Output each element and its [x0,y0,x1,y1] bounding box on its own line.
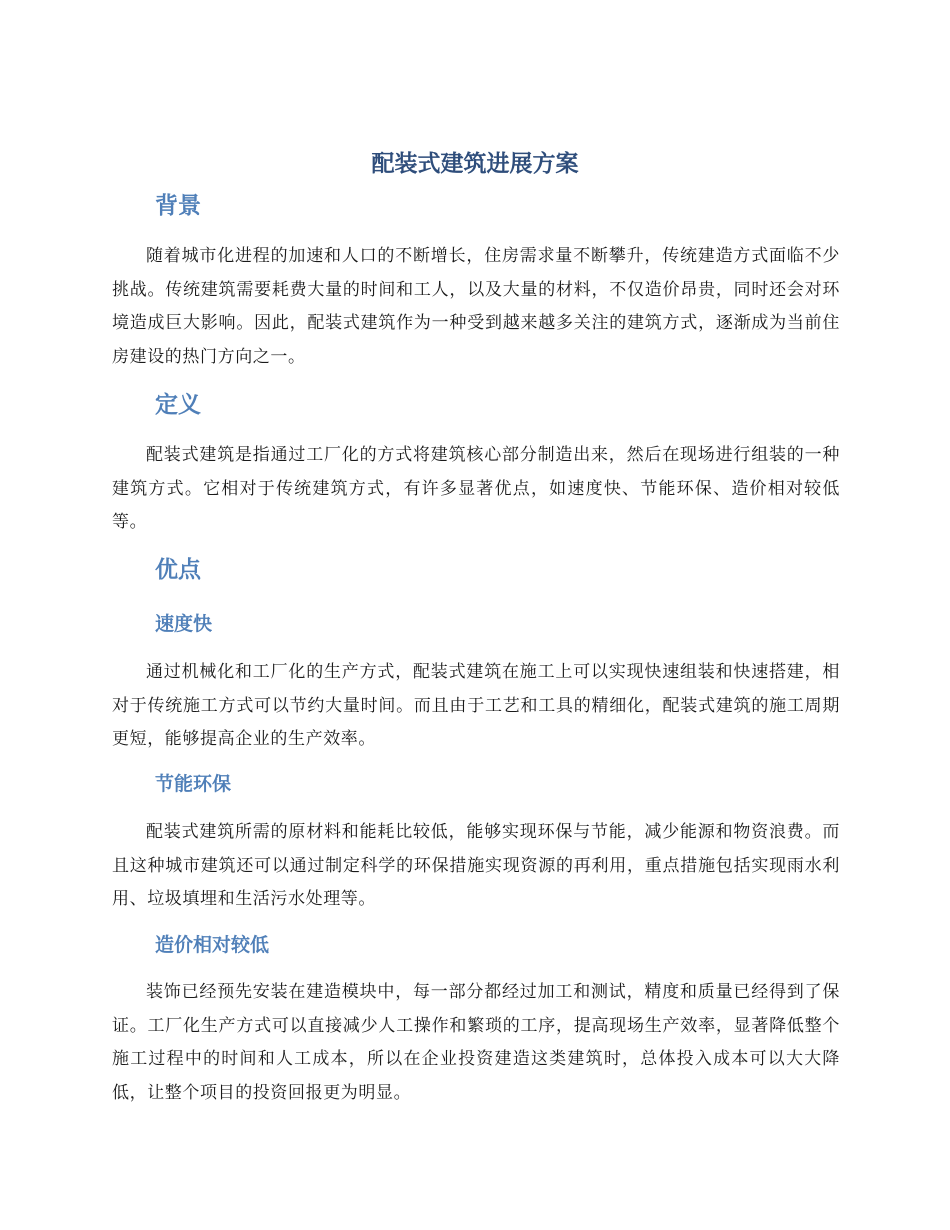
section-heading-definition: 定义 [155,392,201,418]
section-paragraph-definition: 配装式建筑是指通过工厂化的方式将建筑核心部分制造出来，然后在现场进行组装的一种建筑方式。它相对于传统建筑方式，有许多显著优点，如速度快、节能环保、造价相对较低等。 [112,445,840,532]
document-title: 配装式建筑进展方案 [371,151,579,177]
subsection-paragraph-speed: 通过机械化和工厂化的生产方式，配装式建筑在施工上可以实现快速组装和快速搭建，相对于传统施工方式可以节约大量时间。而且由于工艺和工具的精细化，配装式建筑的施工周期更短，能够提高企业的生产效率。 [112,662,840,749]
subsection-heading-lower-cost: 造价相对较低 [155,934,270,956]
subsection-paragraph-energy-saving: 配装式建筑所需的原材料和能耗比较低，能够实现环保与节能，减少能源和物资浪费。而且这种城市建筑还可以通过制定科学的环保措施实现资源的再利用，重点措施包括实现雨水利用、垃圾填埋和生活污水处理等。 [112,822,840,909]
section-heading-advantages: 优点 [155,557,201,583]
subsection-heading-energy-saving: 节能环保 [155,773,232,795]
subsection-heading-speed: 速度快 [155,613,213,635]
section-heading-background: 背景 [155,193,201,219]
subsection-paragraph-lower-cost: 装饰已经预先安装在建造模块中，每一部分都经过加工和测试，精度和质量已经得到了保证。工厂化生产方式可以直接减少人工操作和繁琐的工序，提高现场生产效率，显著降低整个施工过程中的时间和人工成本，所以在企业投资建造这类建筑时，总体投入成本可以大大降低，让整个项目的投资回报更为明显。 [112,982,840,1103]
section-paragraph-background: 随着城市化进程的加速和人口的不断增长，住房需求量不断攀升，传统建造方式面临不少挑战。传统建筑需要耗费大量的时间和工人，以及大量的材料，不仅造价昂贵，同时还会对环境造成巨大影响。因此，配装式建筑作为一种受到越来越多关注的建筑方式，逐渐成为当前住房建设的热门方向之一。 [112,246,840,367]
